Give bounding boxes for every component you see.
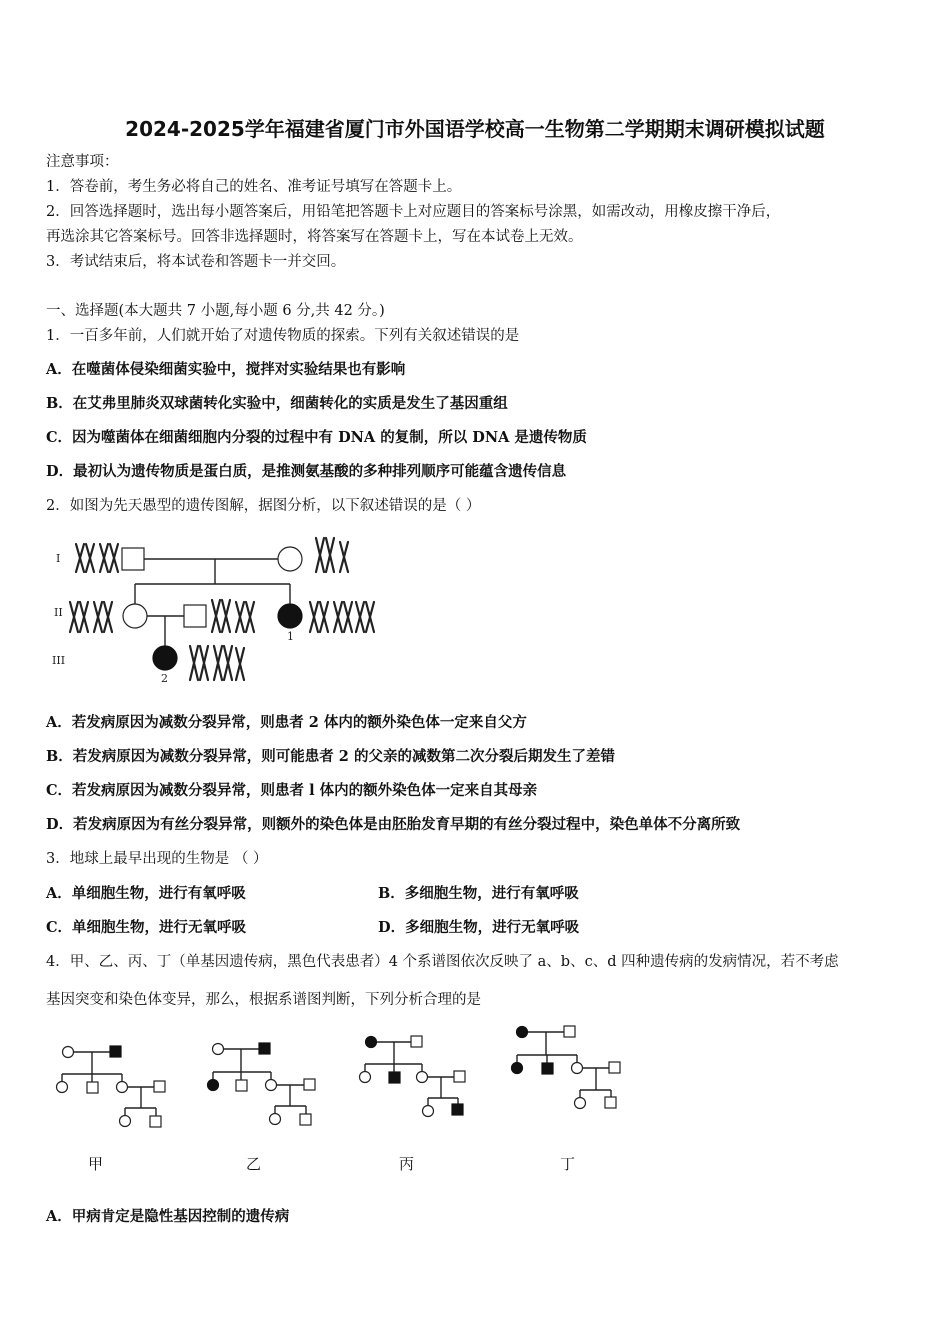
section-heading: 一、选择题(本大题共 7 小题,每小题 6 分,共 42 分。) bbox=[46, 303, 385, 319]
q2-option-d: D．若发病原因为有丝分裂异常，则额外的染色体是由胚胎发育早期的有丝分裂过程中，染色单体不分离所致 bbox=[46, 816, 741, 833]
pedigree-bing bbox=[360, 1036, 466, 1117]
q3-option-b: B．多细胞生物，进行有氧呼吸 bbox=[378, 885, 579, 902]
female-unaffected-symbol bbox=[123, 604, 147, 628]
q4-option-a: A．甲病肯定是隐性基因控制的遗传病 bbox=[46, 1208, 290, 1225]
q3-option-a: A．单细胞生物，进行有氧呼吸 bbox=[46, 885, 246, 902]
four-pedigree-charts bbox=[50, 1020, 650, 1135]
generation-label-iii: III bbox=[52, 654, 66, 667]
notice-item: 1．答卷前，考生务必将自己的姓名、准考证号填写在答题卡上。 bbox=[46, 179, 462, 195]
chromosome-pair-icon bbox=[76, 544, 94, 572]
pedigree-label-bing: 丙 bbox=[399, 1155, 415, 1173]
male-unaffected-symbol bbox=[184, 605, 206, 627]
q3-option-d: D．多细胞生物，进行无氧呼吸 bbox=[378, 919, 580, 936]
down-syndrome-pedigree-figure bbox=[50, 528, 390, 693]
chromosome-pair-icon bbox=[70, 602, 88, 632]
generation-label-i: I bbox=[56, 552, 61, 565]
pedigree-label-ding: 丁 bbox=[560, 1155, 576, 1173]
chromosome-pair-icon bbox=[316, 538, 348, 572]
female-affected-symbol bbox=[153, 646, 177, 670]
notice-heading: 注意事项： bbox=[46, 154, 119, 170]
chromosome-pair-icon bbox=[190, 646, 244, 680]
pedigree-jia bbox=[57, 1046, 166, 1127]
chromosome-pair-icon bbox=[100, 544, 118, 572]
q1-option-d: D．最初认为遗传物质是蛋白质，是推测氨基酸的多种排列顺序可能蕴含遗传信息 bbox=[46, 463, 567, 480]
question-4-stem-continued: 基因突变和染色体变异，那么，根据系谱图判断，下列分析合理的是 bbox=[46, 992, 481, 1008]
pedigree-label-jia: 甲 bbox=[88, 1155, 104, 1173]
generation-label-ii: II bbox=[54, 606, 63, 619]
male-unaffected-symbol bbox=[122, 548, 144, 570]
q2-option-c: C．若发病原因为减数分裂异常，则患者 l 体内的额外染色体一定来自其母亲 bbox=[46, 782, 538, 799]
question-2-stem: 2．如图为先天愚型的遗传图解，据图分析，以下叙述错误的是（ ） bbox=[46, 498, 481, 514]
q2-option-b: B．若发病原因为减数分裂异常，则可能患者 2 的父亲的减数第二次分裂后期发生了差错 bbox=[46, 748, 615, 765]
individual-number: 1 bbox=[287, 630, 294, 643]
question-1-stem: 1．一百多年前，人们就开始了对遗传物质的探索。下列有关叙述错误的是 bbox=[46, 328, 520, 344]
chromosome-pair-icon bbox=[310, 602, 374, 632]
chromosome-pair-icon bbox=[94, 602, 112, 632]
notice-item: 3．考试结束后，将本试卷和答题卡一并交回。 bbox=[46, 254, 346, 270]
q1-option-b: B．在艾弗里肺炎双球菌转化实验中，细菌转化的实质是发生了基因重组 bbox=[46, 395, 508, 412]
notice-item: 2．回答选择题时，选出每小题答案后，用铅笔把答题卡上对应题目的答案标号涂黑，如需改动，用橡皮擦干净后， bbox=[46, 204, 781, 220]
pedigree-ding bbox=[512, 1026, 621, 1109]
pedigree-label-yi: 乙 bbox=[246, 1155, 262, 1173]
individual-number: 2 bbox=[161, 672, 168, 685]
q2-option-a: A．若发病原因为减数分裂异常，则患者 2 体内的额外染色体一定来自父方 bbox=[46, 714, 527, 731]
q3-option-c: C．单细胞生物，进行无氧呼吸 bbox=[46, 919, 247, 936]
q1-option-a: A．在噬菌体侵染细菌实验中，搅拌对实验结果也有影响 bbox=[46, 361, 406, 378]
notice-item: 再选涂其它答案标号。回答非选择题时，将答案写在答题卡上，写在本试卷上无效。 bbox=[46, 229, 583, 245]
question-3-stem: 3．地球上最早出现的生物是 （ ） bbox=[46, 851, 268, 867]
page-title: 2024-2025学年福建省厦门市外国语学校高一生物第二学期期末调研模拟试题 bbox=[125, 117, 825, 141]
chromosome-pair-icon bbox=[212, 600, 254, 632]
q1-option-c: C．因为噬菌体在细菌细胞内分裂的过程中有 DNA 的复制，所以 DNA 是遗传物质 bbox=[46, 429, 587, 446]
question-4-stem: 4．甲、乙、丙、丁（单基因遗传病，黑色代表患者）4 个系谱图依次反映了 a、b、c、d 四种遗传病的发病情况，若不考虑 bbox=[46, 954, 839, 970]
female-affected-symbol bbox=[278, 604, 302, 628]
pedigree-yi bbox=[208, 1043, 316, 1125]
female-unaffected-symbol bbox=[278, 547, 302, 571]
